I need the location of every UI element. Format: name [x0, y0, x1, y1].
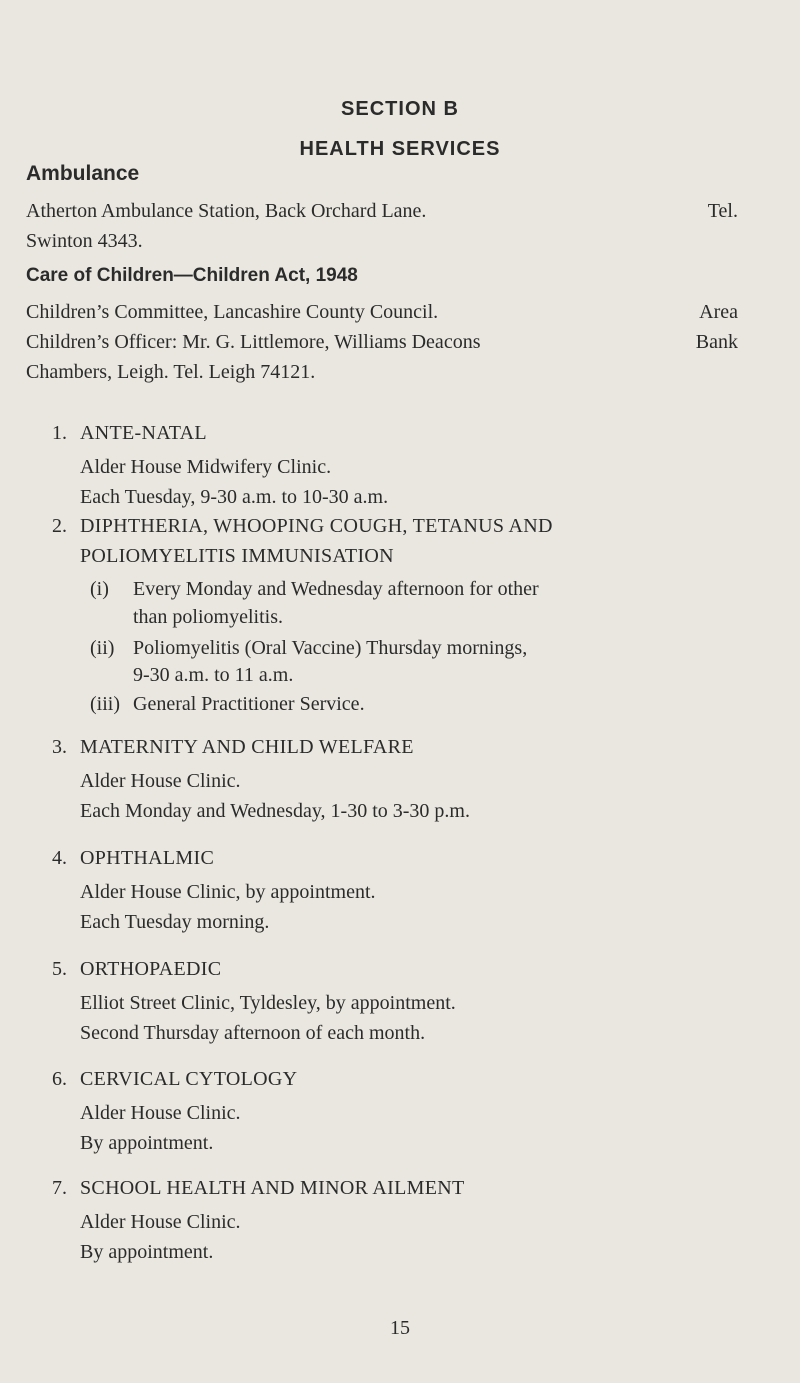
list-item: [80, 511, 730, 571]
item-line: Alder House Clinic.: [80, 1102, 241, 1124]
item-title: CERVICAL CYTOLOGY: [80, 1068, 298, 1090]
ambulance-tel-label: Tel.: [707, 200, 738, 222]
item-line: By appointment.: [80, 1132, 214, 1154]
list-item: [80, 732, 730, 826]
item-line: Each Tuesday, 9-30 a.m. to 10-30 a.m.: [80, 486, 389, 508]
subitem-line: Poliomyelitis (Oral Vaccine) Thursday mornings,: [133, 637, 528, 659]
subitem-label: (ii): [90, 637, 115, 659]
care-line-1: Children’s Committee, Lancashire County Council.: [26, 301, 439, 323]
section-title: SECTION B: [341, 98, 459, 120]
item-line: Each Monday and Wednesday, 1-30 to 3-30 p.m.: [80, 800, 470, 822]
care-line-2: Children’s Officer: Mr. G. Littlemore, Williams Deacons: [26, 331, 481, 353]
care-line-1-end: Area: [699, 301, 738, 323]
item-title: DIPHTHERIA, WHOOPING COUGH, TETANUS AND: [80, 515, 553, 537]
care-line-2-end: Bank: [695, 331, 738, 353]
item-title: MATERNITY AND CHILD WELFARE: [80, 736, 414, 758]
ambulance-paragraph: [26, 196, 738, 256]
care-line-3: Chambers, Leigh. Tel. Leigh 74121.: [26, 361, 316, 383]
item-title: OPHTHALMIC: [80, 847, 215, 869]
item-number: 3.: [52, 736, 67, 758]
item-title: ANTE-NATAL: [80, 422, 207, 444]
item-number: 7.: [52, 1177, 67, 1199]
subitem-line: than poliomyelitis.: [133, 606, 283, 628]
item-line: Each Tuesday morning.: [80, 911, 270, 933]
subitem-label: (iii): [90, 693, 120, 715]
item-number: 2.: [52, 515, 67, 537]
item-number: 1.: [52, 422, 67, 444]
list-item: [80, 1064, 730, 1158]
care-paragraph: [26, 297, 738, 387]
item-line: Alder House Clinic.: [80, 770, 241, 792]
ambulance-line-2: Swinton 4343.: [26, 230, 143, 252]
item-line: Second Thursday afternoon of each month.: [80, 1022, 426, 1044]
item-line: Alder House Midwifery Clinic.: [80, 456, 332, 478]
item-line: Elliot Street Clinic, Tyldesley, by appointment.: [80, 992, 456, 1014]
item-line: Alder House Clinic, by appointment.: [80, 881, 376, 903]
item-title: ORTHOPAEDIC: [80, 958, 222, 980]
item-line: By appointment.: [80, 1241, 214, 1263]
section-subtitle: HEALTH SERVICES: [299, 138, 501, 160]
list-item: [80, 954, 730, 1048]
item-line: Alder House Clinic.: [80, 1211, 241, 1233]
list-item: [80, 843, 730, 937]
care-heading: Care of Children—Children Act, 1948: [26, 265, 358, 286]
item-title-continued: POLIOMYELITIS IMMUNISATION: [80, 545, 394, 567]
list-item: [80, 1173, 730, 1267]
item-number: 5.: [52, 958, 67, 980]
item-number: 6.: [52, 1068, 67, 1090]
ambulance-heading: Ambulance: [26, 162, 140, 185]
item-number: 4.: [52, 847, 67, 869]
subitem-line: 9-30 a.m. to 11 a.m.: [133, 664, 294, 686]
page-number: 15: [390, 1317, 410, 1339]
item-title: SCHOOL HEALTH AND MINOR AILMENT: [80, 1177, 465, 1199]
ambulance-line-1: Atherton Ambulance Station, Back Orchard Lane.: [26, 200, 427, 222]
subitem-line: General Practitioner Service.: [133, 693, 365, 715]
subitem-line: Every Monday and Wednesday afternoon for other: [133, 578, 539, 600]
list-item: [80, 418, 730, 512]
subitem-label: (i): [90, 578, 109, 600]
